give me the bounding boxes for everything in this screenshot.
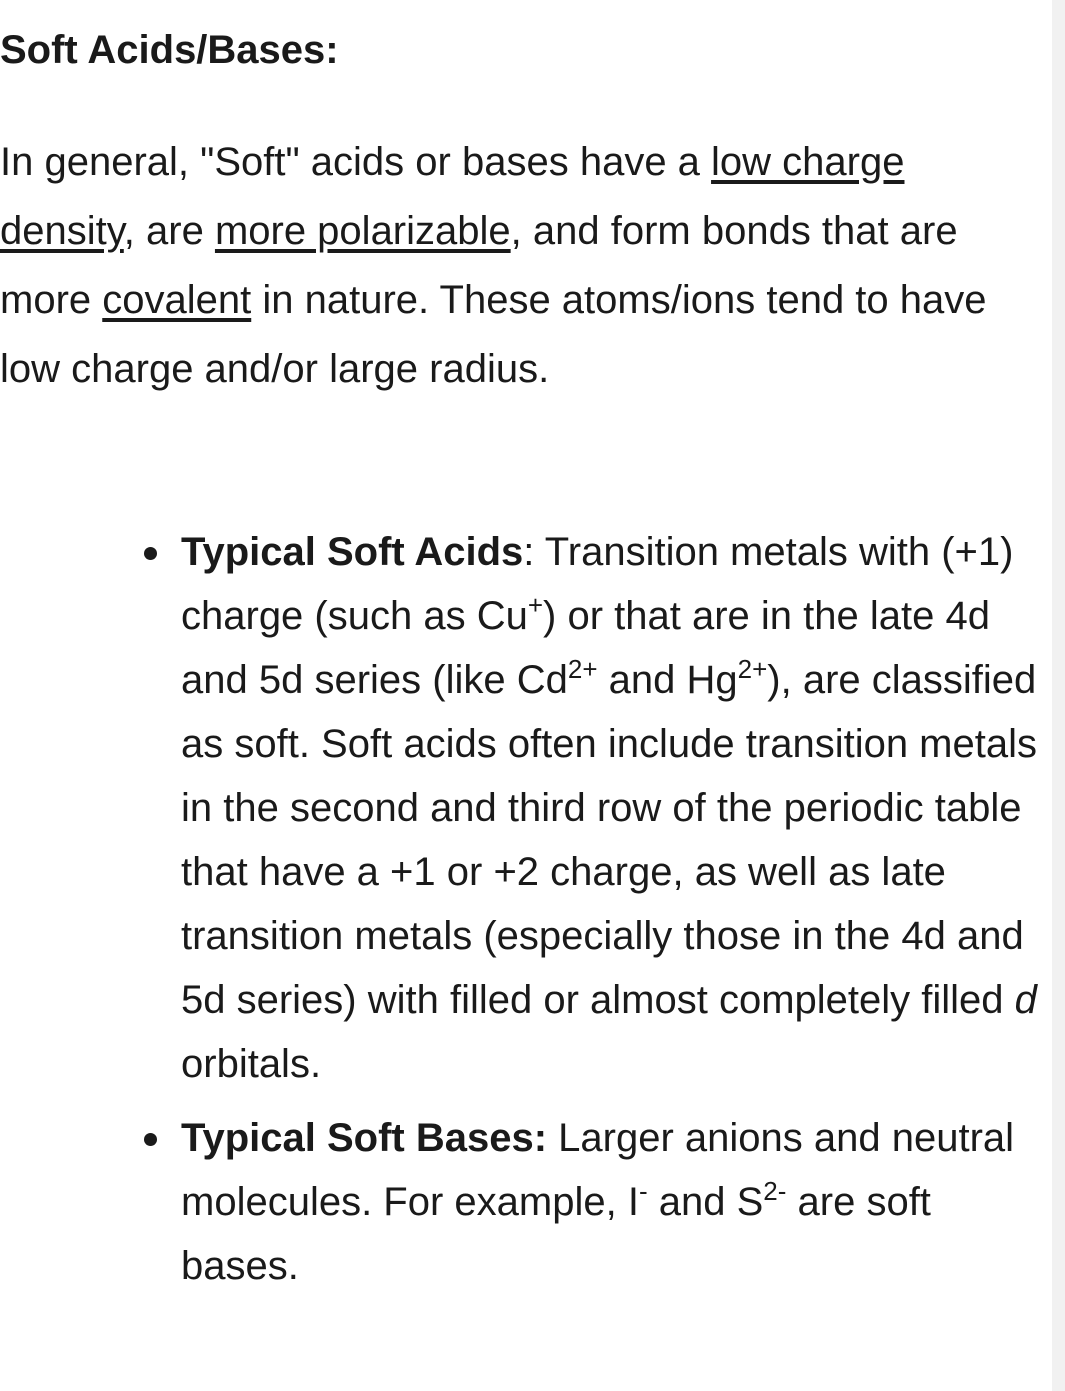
term-low-charge-density: low charge density xyxy=(0,140,905,253)
list-item-text: ), are classified as soft. Soft acids often include transition metals in the second and third row of the periodic table that have a +1 or +2 charge, as well as late transition metals (especially those in the 4d and 5d series) with filled or almost completely filled xyxy=(181,658,1037,1022)
superscript: + xyxy=(527,590,544,620)
italic-orbital-letter: d xyxy=(1014,978,1037,1022)
list-item-text: Larger anions and neutral molecules. For example, I xyxy=(181,1116,1015,1224)
list-item-label: Typical Soft Acids xyxy=(181,530,524,574)
list-item-soft-bases xyxy=(181,1106,1052,1298)
bullet-list xyxy=(0,520,1052,1308)
intro-text: in nature. These atoms/ions tend to have low charge and/or large radius. xyxy=(0,278,987,391)
list-item-text: orbitals. xyxy=(181,1042,322,1086)
bullet-dot-icon xyxy=(144,547,157,560)
list-item-soft-acids xyxy=(181,520,1052,1096)
section-heading: Soft Acids/Bases: xyxy=(0,28,339,72)
term-more-polarizable: more polarizable xyxy=(214,209,511,253)
bullet-dot-icon xyxy=(144,1133,157,1146)
list-item-text: and Hg xyxy=(597,658,738,702)
superscript: 2+ xyxy=(737,654,768,684)
superscript: 2+ xyxy=(567,654,598,684)
list-item-text: are soft bases. xyxy=(181,1180,931,1288)
list-item-text: ) or that are in the late 4d and 5d series (like Cd xyxy=(181,594,990,702)
intro-text: , and form bonds that are more xyxy=(0,209,958,322)
term-covalent: covalent xyxy=(102,278,252,322)
intro-text: In general, "Soft" acids or bases have a xyxy=(0,140,712,184)
list-item-label: Typical Soft Bases: xyxy=(181,1116,548,1160)
list-item-text: : Transition metals with (+1) charge (such as Cu xyxy=(181,530,1014,638)
superscript: - xyxy=(638,1176,648,1206)
intro-paragraph xyxy=(0,128,1050,404)
list-item-text: and S xyxy=(647,1180,764,1224)
superscript: 2- xyxy=(763,1176,787,1206)
scrollbar-track[interactable] xyxy=(1052,0,1065,1391)
intro-text: , are xyxy=(123,209,215,253)
